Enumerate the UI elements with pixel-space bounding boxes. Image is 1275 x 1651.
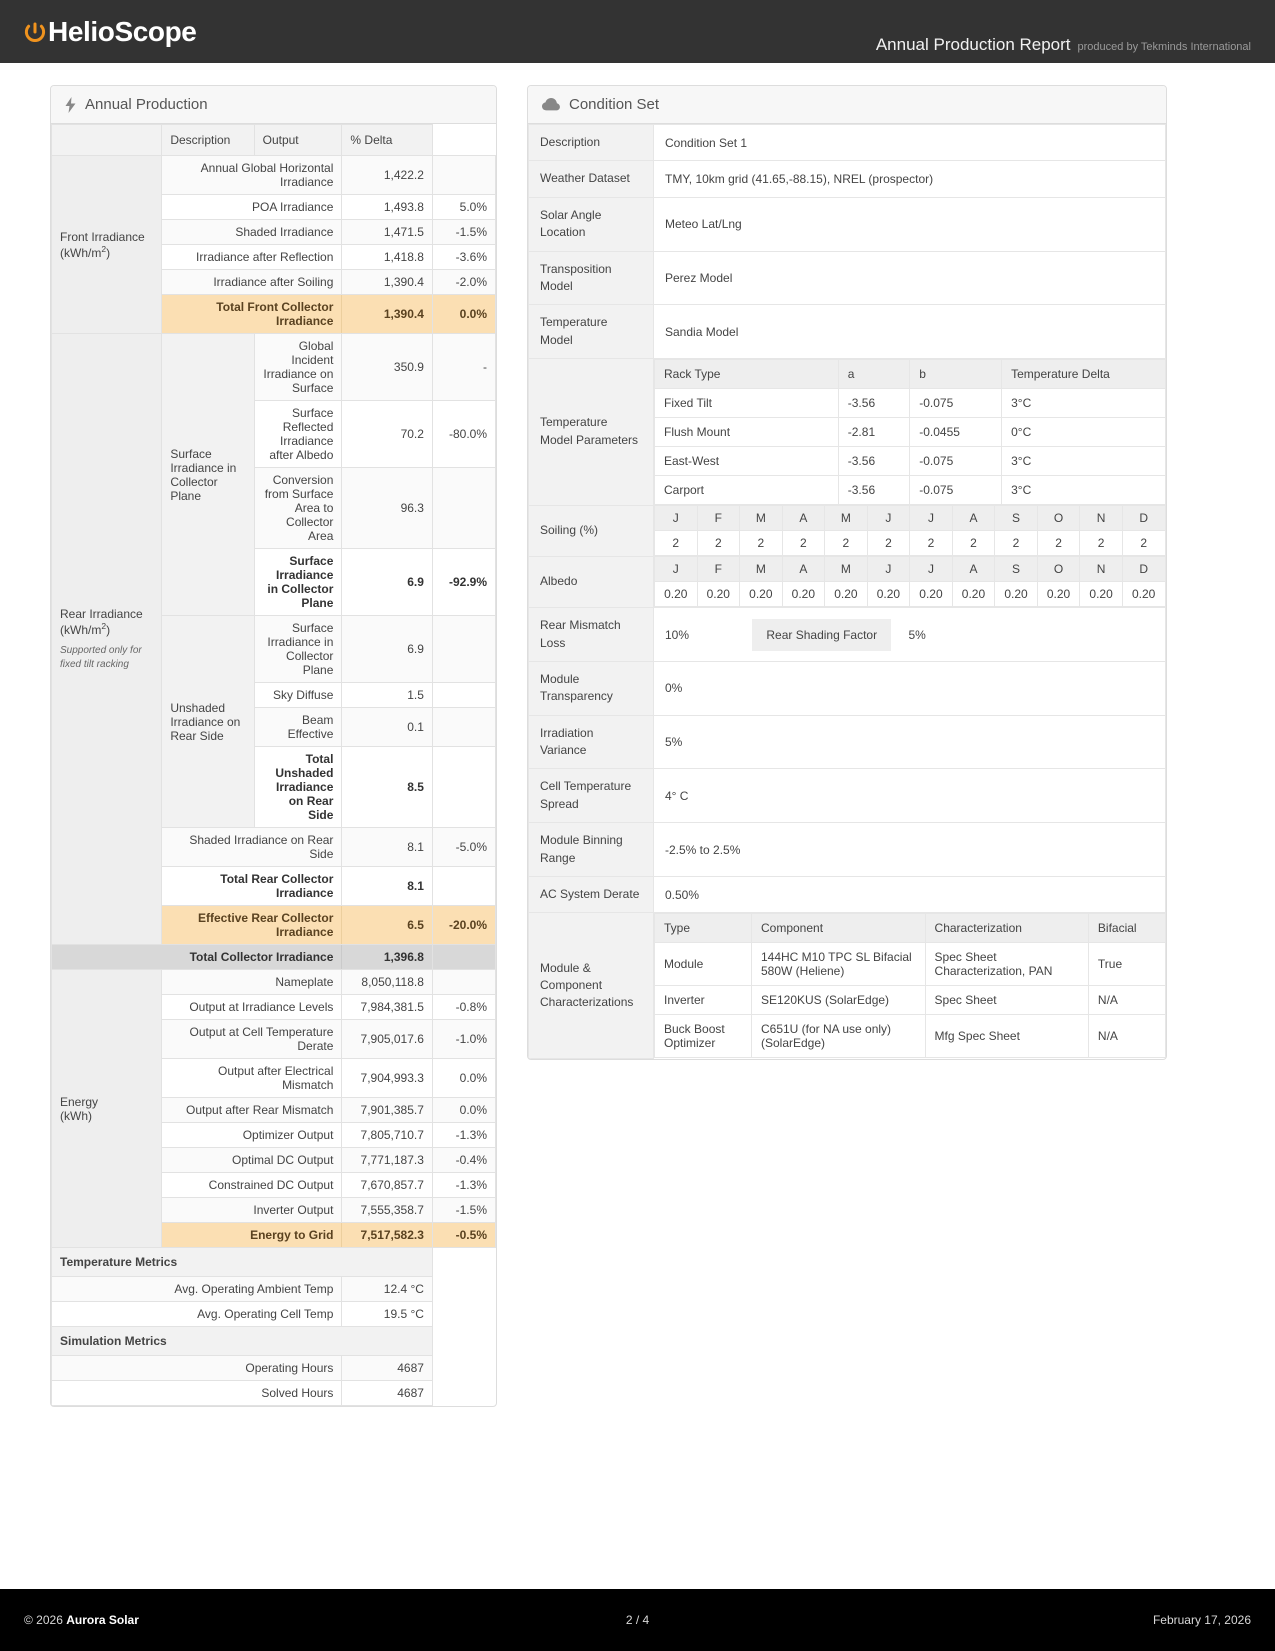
condition-row-soiling bbox=[529, 505, 1166, 556]
row-delta: -1.5% bbox=[432, 1198, 495, 1223]
copyright-year: © 2026 bbox=[24, 1613, 67, 1627]
condition-set-title: Condition Set bbox=[569, 96, 660, 113]
rear-mismatch-value-cell bbox=[654, 608, 1166, 662]
annual-production-column bbox=[50, 85, 497, 1407]
energy-group-name: Energy bbox=[60, 1094, 99, 1109]
row-label: Rear Mismatch Loss bbox=[529, 608, 654, 662]
month-label: O bbox=[1037, 506, 1080, 531]
table-header-row bbox=[52, 125, 496, 156]
cell-a: -2.81 bbox=[838, 418, 909, 447]
cell-rack-type: Flush Mount bbox=[655, 418, 839, 447]
month-label: A bbox=[952, 557, 995, 582]
row-delta bbox=[432, 683, 495, 708]
row-description: Energy to Grid bbox=[162, 1223, 342, 1248]
row-description: Irradiance after Reflection bbox=[162, 245, 342, 270]
row-description: Effective Rear Collector Irradiance bbox=[162, 906, 342, 945]
report-body bbox=[0, 63, 1275, 1407]
col-bifacial: Bifacial bbox=[1088, 914, 1165, 943]
month-label: M bbox=[825, 557, 868, 582]
row-label: Description bbox=[529, 125, 654, 161]
cell-rack-type: Carport bbox=[655, 476, 839, 505]
cell-type: Buck Boost Optimizer bbox=[655, 1015, 752, 1058]
soiling-value: 2 bbox=[1122, 531, 1165, 556]
table-row bbox=[52, 1277, 496, 1302]
albedo-value: 0.20 bbox=[740, 582, 783, 607]
table-row bbox=[655, 476, 1166, 505]
table-row bbox=[52, 970, 496, 995]
cell-characterization: Spec Sheet Characterization, PAN bbox=[925, 943, 1088, 986]
cell-component: C651U (for NA use only) (SolarEdge) bbox=[751, 1015, 925, 1058]
row-output: 1,471.5 bbox=[342, 220, 433, 245]
row-description: Annual Global Horizontal Irradiance bbox=[162, 156, 342, 195]
rear-group-name: Rear Irradiance bbox=[60, 607, 143, 621]
row-delta: -92.9% bbox=[432, 549, 495, 616]
cell-characterization: Spec Sheet bbox=[925, 986, 1088, 1015]
cell-temp-delta: 3°C bbox=[1002, 476, 1165, 505]
cell-b: -0.075 bbox=[910, 476, 1002, 505]
table-row bbox=[655, 389, 1166, 418]
logo-text: HelioScope bbox=[48, 15, 197, 47]
row-delta: -20.0% bbox=[432, 906, 495, 945]
row-value: 4687 bbox=[342, 1356, 433, 1381]
row-value: 4° C bbox=[654, 769, 1166, 823]
condition-row-description bbox=[529, 125, 1166, 161]
cell-component: SE120KUS (SolarEdge) bbox=[751, 986, 925, 1015]
col-a: a bbox=[838, 360, 909, 389]
row-output: 1,418.8 bbox=[342, 245, 433, 270]
row-description: Total Unshaded Irradiance on Rear Side bbox=[254, 747, 342, 828]
cloud-icon bbox=[542, 98, 560, 111]
row-output: 7,901,385.7 bbox=[342, 1098, 433, 1123]
row-description: Optimal DC Output bbox=[162, 1148, 342, 1173]
month-label: J bbox=[910, 506, 953, 531]
table-row bbox=[655, 943, 1166, 986]
rear-shading-factor-value: 5% bbox=[908, 627, 926, 642]
albedo-value: 0.20 bbox=[782, 582, 825, 607]
month-label: J bbox=[867, 506, 910, 531]
row-output: 6.5 bbox=[342, 906, 433, 945]
row-delta bbox=[432, 945, 495, 970]
month-label: M bbox=[740, 506, 783, 531]
month-label: J bbox=[655, 506, 698, 531]
col-temperature-delta: Temperature Delta bbox=[1002, 360, 1165, 389]
footer-copyright bbox=[24, 1613, 433, 1627]
row-description: Shaded Irradiance bbox=[162, 220, 342, 245]
row-output: 7,555,358.7 bbox=[342, 1198, 433, 1223]
table-row bbox=[655, 447, 1166, 476]
row-description: Surface Irradiance in Collector Plane bbox=[254, 616, 342, 683]
row-delta: -0.4% bbox=[432, 1148, 495, 1173]
condition-set-header bbox=[528, 86, 1166, 124]
cell-component: 144HC M10 TPC SL Bifacial 580W (Heliene) bbox=[751, 943, 925, 986]
soiling-value: 2 bbox=[740, 531, 783, 556]
col-rack-type: Rack Type bbox=[655, 360, 839, 389]
month-label: M bbox=[825, 506, 868, 531]
row-label: Irradiation Variance bbox=[529, 715, 654, 769]
albedo-value: 0.20 bbox=[697, 582, 740, 607]
month-label: F bbox=[697, 506, 740, 531]
row-description: Inverter Output bbox=[162, 1198, 342, 1223]
row-output: 1.5 bbox=[342, 683, 433, 708]
month-label: J bbox=[867, 557, 910, 582]
cell-bifacial: True bbox=[1088, 943, 1165, 986]
albedo-value: 0.20 bbox=[1037, 582, 1080, 607]
cell-characterization: Mfg Spec Sheet bbox=[925, 1015, 1088, 1058]
row-delta bbox=[432, 156, 495, 195]
row-label: Solar Angle Location bbox=[529, 197, 654, 251]
row-output: 7,805,710.7 bbox=[342, 1123, 433, 1148]
row-description: Output after Rear Mismatch bbox=[162, 1098, 342, 1123]
row-output: 1,493.8 bbox=[342, 195, 433, 220]
albedo-month-row bbox=[655, 557, 1166, 582]
row-output: 6.9 bbox=[342, 549, 433, 616]
col-component: Component bbox=[751, 914, 925, 943]
albedo-value: 0.20 bbox=[825, 582, 868, 607]
report-title: Annual Production Report bbox=[875, 35, 1071, 54]
row-output: 1,390.4 bbox=[342, 270, 433, 295]
row-description: Conversion from Surface Area to Collector Area bbox=[254, 468, 342, 549]
row-description: Solved Hours bbox=[52, 1381, 342, 1406]
row-description: Total Collector Irradiance bbox=[52, 945, 342, 970]
row-description: Avg. Operating Ambient Temp bbox=[52, 1277, 342, 1302]
month-label: D bbox=[1122, 506, 1165, 531]
month-label: O bbox=[1037, 557, 1080, 582]
rear-group-note: Supported only for fixed tilt racking bbox=[60, 645, 142, 670]
footer-date: February 17, 2026 bbox=[1152, 1613, 1251, 1627]
cell-rack-type: East-West bbox=[655, 447, 839, 476]
cell-rack-type: Fixed Tilt bbox=[655, 389, 839, 418]
annual-production-title: Annual Production bbox=[85, 96, 208, 113]
row-delta: 0.0% bbox=[432, 295, 495, 334]
soiling-table bbox=[654, 505, 1166, 556]
row-description: Surface Reflected Irradiance after Albedo bbox=[254, 401, 342, 468]
row-output: 7,905,017.6 bbox=[342, 1020, 433, 1059]
row-output: 7,904,993.3 bbox=[342, 1059, 433, 1098]
condition-set-panel bbox=[527, 85, 1167, 1060]
table-row bbox=[655, 418, 1166, 447]
condition-row-ac-derate bbox=[529, 877, 1166, 913]
row-output: 8.1 bbox=[342, 828, 433, 867]
col-delta: % Delta bbox=[342, 125, 433, 156]
footer-brand: Aurora Solar bbox=[66, 1613, 139, 1627]
albedo-table bbox=[654, 556, 1166, 607]
row-delta: -2.0% bbox=[432, 270, 495, 295]
row-output: 8,050,118.8 bbox=[342, 970, 433, 995]
annual-production-header bbox=[51, 86, 496, 124]
condition-row-rear-mismatch bbox=[529, 608, 1166, 662]
helioscope-logo bbox=[24, 15, 197, 47]
energy-group-label bbox=[52, 970, 162, 1248]
condition-row-temperature-model bbox=[529, 305, 1166, 359]
report-subtitle: produced by Tekminds International bbox=[1077, 41, 1251, 53]
soiling-value: 2 bbox=[825, 531, 868, 556]
col-characterization: Characterization bbox=[925, 914, 1088, 943]
row-value: 4687 bbox=[342, 1381, 433, 1406]
row-description: Surface Irradiance in Collector Plane bbox=[254, 549, 342, 616]
row-output: 7,670,857.7 bbox=[342, 1173, 433, 1198]
row-description: Output after Electrical Mismatch bbox=[162, 1059, 342, 1098]
table-row bbox=[52, 1381, 496, 1406]
row-delta: 0.0% bbox=[432, 1059, 495, 1098]
albedo-value: 0.20 bbox=[867, 582, 910, 607]
col-blank bbox=[52, 125, 162, 156]
row-description: Constrained DC Output bbox=[162, 1173, 342, 1198]
row-label: AC System Derate bbox=[529, 877, 654, 913]
cell-b: -0.0455 bbox=[910, 418, 1002, 447]
row-description: Irradiance after Soiling bbox=[162, 270, 342, 295]
row-value: 0% bbox=[654, 661, 1166, 715]
cell-temp-delta: 3°C bbox=[1002, 447, 1165, 476]
row-value: -2.5% to 2.5% bbox=[654, 823, 1166, 877]
temp-params-header-row bbox=[655, 360, 1166, 389]
footer-page-number: 2 / 4 bbox=[625, 1613, 650, 1627]
row-output: 0.1 bbox=[342, 708, 433, 747]
section-label: Simulation Metrics bbox=[52, 1327, 433, 1356]
row-delta: 0.0% bbox=[432, 1098, 495, 1123]
row-description: Optimizer Output bbox=[162, 1123, 342, 1148]
soiling-value: 2 bbox=[867, 531, 910, 556]
row-description: Operating Hours bbox=[52, 1356, 342, 1381]
cell-temp-delta: 0°C bbox=[1002, 418, 1165, 447]
rear-mismatch-value: 10% bbox=[665, 627, 690, 642]
row-label: Module Transparency bbox=[529, 661, 654, 715]
row-delta: -1.0% bbox=[432, 1020, 495, 1059]
condition-row-irradiation-variance bbox=[529, 715, 1166, 769]
albedo-value: 0.20 bbox=[952, 582, 995, 607]
row-label: Weather Dataset bbox=[529, 161, 654, 197]
col-type: Type bbox=[655, 914, 752, 943]
cell-bifacial: N/A bbox=[1088, 986, 1165, 1015]
row-label: Transposition Model bbox=[529, 251, 654, 305]
row-output: 6.9 bbox=[342, 616, 433, 683]
row-output: 96.3 bbox=[342, 468, 433, 549]
col-description: Description bbox=[162, 125, 254, 156]
table-row bbox=[655, 986, 1166, 1015]
month-label: M bbox=[740, 557, 783, 582]
cell-a: -3.56 bbox=[838, 476, 909, 505]
row-delta: -5.0% bbox=[432, 828, 495, 867]
col-output: Output bbox=[254, 125, 342, 156]
front-group-name: Front Irradiance bbox=[60, 229, 145, 244]
row-description: Output at Cell Temperature Derate bbox=[162, 1020, 342, 1059]
month-label: A bbox=[952, 506, 995, 531]
condition-set-column bbox=[527, 85, 1167, 1060]
row-description: Output at Irradiance Levels bbox=[162, 995, 342, 1020]
soiling-value: 2 bbox=[697, 531, 740, 556]
row-description: Global Incident Irradiance on Surface bbox=[254, 334, 342, 401]
albedo-value: 0.20 bbox=[655, 582, 698, 607]
row-description: Total Front Collector Irradiance bbox=[162, 295, 342, 334]
front-irradiance-group-label: Front Irradiance $(kWh/m^2)$ bbox=[52, 156, 162, 334]
row-value: 5% bbox=[654, 715, 1166, 769]
row-label: Temperature Model bbox=[529, 305, 654, 359]
row-delta: 5.0% bbox=[432, 195, 495, 220]
row-description: Beam Effective bbox=[254, 708, 342, 747]
row-delta bbox=[432, 867, 495, 906]
row-delta: -1.3% bbox=[432, 1123, 495, 1148]
row-description: Avg. Operating Cell Temp bbox=[52, 1302, 342, 1327]
condition-row-solar-angle bbox=[529, 197, 1166, 251]
characterizations-table bbox=[654, 913, 1166, 1058]
row-output: 7,984,381.5 bbox=[342, 995, 433, 1020]
cell-b: -0.075 bbox=[910, 447, 1002, 476]
month-label: J bbox=[910, 557, 953, 582]
condition-set-table bbox=[528, 124, 1166, 1059]
row-delta: -1.3% bbox=[432, 1173, 495, 1198]
condition-row-temp-params bbox=[529, 359, 1166, 506]
table-row bbox=[52, 156, 496, 195]
row-delta: -3.6% bbox=[432, 245, 495, 270]
row-output: 1,390.4 bbox=[342, 295, 433, 334]
table-row bbox=[655, 1015, 1166, 1058]
soiling-cell bbox=[654, 505, 1166, 556]
cell-type: Inverter bbox=[655, 986, 752, 1015]
row-output: 7,771,187.3 bbox=[342, 1148, 433, 1173]
surface-subgroup-label: Surface Irradiance in Collector Plane bbox=[162, 334, 254, 616]
row-description: POA Irradiance bbox=[162, 195, 342, 220]
condition-row-albedo bbox=[529, 556, 1166, 608]
row-output: 7,517,582.3 bbox=[342, 1223, 433, 1248]
month-label: N bbox=[1080, 557, 1123, 582]
month-label: F bbox=[697, 557, 740, 582]
row-delta bbox=[432, 616, 495, 683]
condition-row-characterizations bbox=[529, 913, 1166, 1059]
albedo-value: 0.20 bbox=[1080, 582, 1123, 607]
total-collector-irradiance-row bbox=[52, 945, 496, 970]
soiling-values-row bbox=[655, 531, 1166, 556]
row-description: Sky Diffuse bbox=[254, 683, 342, 708]
table-row bbox=[52, 334, 496, 401]
row-output: 1,396.8 bbox=[342, 945, 433, 970]
row-delta: -1.5% bbox=[432, 220, 495, 245]
power-icon bbox=[24, 21, 46, 45]
albedo-value: 0.20 bbox=[910, 582, 953, 607]
row-delta: -0.5% bbox=[432, 1223, 495, 1248]
soiling-value: 2 bbox=[952, 531, 995, 556]
characterizations-header-row bbox=[655, 914, 1166, 943]
albedo-values-row bbox=[655, 582, 1166, 607]
row-label: Albedo bbox=[529, 556, 654, 608]
month-label: A bbox=[782, 557, 825, 582]
table-row bbox=[52, 1302, 496, 1327]
albedo-value: 0.20 bbox=[995, 582, 1038, 607]
annual-production-panel bbox=[50, 85, 497, 1407]
row-label: Soiling (%) bbox=[529, 505, 654, 556]
rear-shading-factor-label: Rear Shading Factor bbox=[752, 619, 891, 651]
simulation-metrics-section bbox=[52, 1327, 496, 1356]
condition-row-module-binning bbox=[529, 823, 1166, 877]
month-label: D bbox=[1122, 557, 1165, 582]
row-label: Cell Temperature Spread bbox=[529, 769, 654, 823]
soiling-value: 2 bbox=[995, 531, 1038, 556]
row-description: Total Rear Collector Irradiance bbox=[162, 867, 342, 906]
soiling-month-row bbox=[655, 506, 1166, 531]
albedo-value: 0.20 bbox=[1122, 582, 1165, 607]
row-output: 70.2 bbox=[342, 401, 433, 468]
row-value: 0.50% bbox=[654, 877, 1166, 913]
temperature-metrics-section bbox=[52, 1248, 496, 1277]
condition-row-weather bbox=[529, 161, 1166, 197]
energy-group-unit: (kWh) bbox=[60, 1108, 92, 1123]
cell-a: -3.56 bbox=[838, 389, 909, 418]
temp-params-cell bbox=[654, 359, 1166, 506]
row-description: Shaded Irradiance on Rear Side bbox=[162, 828, 342, 867]
col-b: b bbox=[910, 360, 1002, 389]
row-description: Nameplate bbox=[162, 970, 342, 995]
row-output: 350.9 bbox=[342, 334, 433, 401]
characterizations-cell bbox=[654, 913, 1166, 1059]
temp-params-table bbox=[654, 359, 1166, 505]
row-value: Perez Model bbox=[654, 251, 1166, 305]
condition-row-transposition bbox=[529, 251, 1166, 305]
albedo-cell bbox=[654, 556, 1166, 608]
app-header bbox=[0, 0, 1275, 63]
month-label: J bbox=[655, 557, 698, 582]
row-label: Module Binning Range bbox=[529, 823, 654, 877]
row-output: 1,422.2 bbox=[342, 156, 433, 195]
soiling-value: 2 bbox=[1037, 531, 1080, 556]
cell-type: Module bbox=[655, 943, 752, 986]
cell-temp-delta: 3°C bbox=[1002, 389, 1165, 418]
row-label: Temperature Model Parameters bbox=[529, 359, 654, 506]
row-delta: -0.8% bbox=[432, 995, 495, 1020]
month-label: A bbox=[782, 506, 825, 531]
row-label: Module & Component Characterizations bbox=[529, 913, 654, 1059]
soiling-value: 2 bbox=[910, 531, 953, 556]
lightning-bolt-icon bbox=[65, 97, 76, 113]
condition-row-cell-temp-spread bbox=[529, 769, 1166, 823]
soiling-value: 2 bbox=[1080, 531, 1123, 556]
row-value: Meteo Lat/Lng bbox=[654, 197, 1166, 251]
row-delta bbox=[432, 747, 495, 828]
row-value: Condition Set 1 bbox=[654, 125, 1166, 161]
month-label: S bbox=[995, 506, 1038, 531]
row-value: TMY, 10km grid (41.65,-88.15), NREL (prospector) bbox=[654, 161, 1166, 197]
row-output: 8.5 bbox=[342, 747, 433, 828]
month-label: S bbox=[995, 557, 1038, 582]
row-delta bbox=[432, 468, 495, 549]
section-label: Temperature Metrics bbox=[52, 1248, 433, 1277]
annual-production-table bbox=[51, 124, 496, 1406]
report-heading bbox=[876, 35, 1251, 55]
row-output: 8.1 bbox=[342, 867, 433, 906]
table-row bbox=[52, 1356, 496, 1381]
soiling-value: 2 bbox=[782, 531, 825, 556]
row-delta: - bbox=[432, 334, 495, 401]
rear-irradiance-group-label: Rear Irradiance $(kWh/m^2)$ Supported only for fixed tilt racking bbox=[52, 334, 162, 945]
unshaded-subgroup-label: Unshaded Irradiance on Rear Side bbox=[162, 616, 254, 828]
row-delta bbox=[432, 708, 495, 747]
condition-row-module-transparency bbox=[529, 661, 1166, 715]
cell-b: -0.075 bbox=[910, 389, 1002, 418]
page-footer bbox=[0, 1589, 1275, 1651]
cell-a: -3.56 bbox=[838, 447, 909, 476]
row-value: 12.4 °C bbox=[342, 1277, 433, 1302]
row-delta: -80.0% bbox=[432, 401, 495, 468]
cell-bifacial: N/A bbox=[1088, 1015, 1165, 1058]
month-label: N bbox=[1080, 506, 1123, 531]
row-value: Sandia Model bbox=[654, 305, 1166, 359]
soiling-value: 2 bbox=[655, 531, 698, 556]
row-value: 19.5 °C bbox=[342, 1302, 433, 1327]
row-delta bbox=[432, 970, 495, 995]
